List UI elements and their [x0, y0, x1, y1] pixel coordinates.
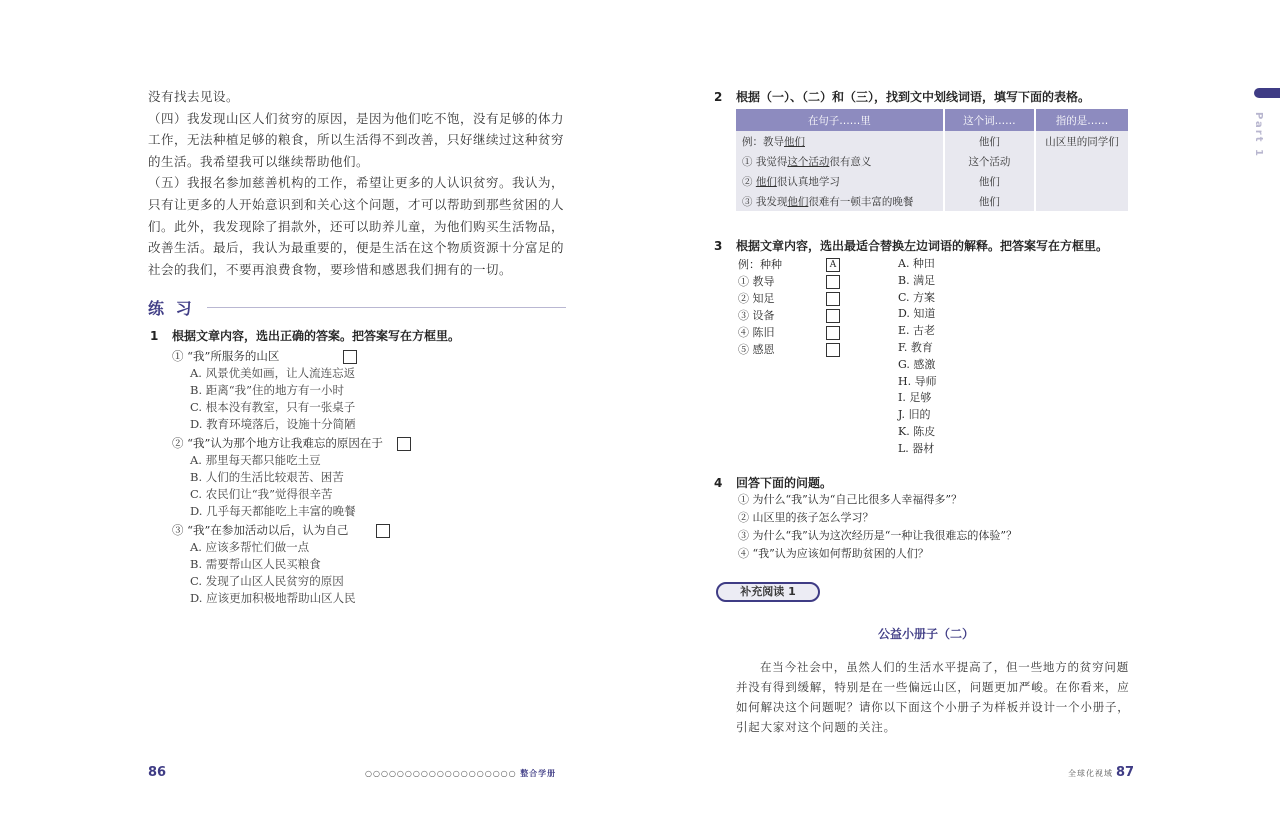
term-label: 例：种种: [738, 258, 782, 271]
question-4-prompt: 回答下面的问题。: [736, 476, 833, 490]
sentence-prefix: 例：教导: [742, 135, 784, 148]
word-cell: 他们: [944, 131, 1035, 151]
mc-option: D. 教育环境落后，设施十分简陋: [190, 417, 356, 431]
sentence-cell: [736, 191, 944, 211]
question-2-title: [714, 88, 1090, 105]
term-label: ③ 设备: [738, 309, 775, 322]
footer-label: 全球化视域: [1068, 769, 1113, 778]
answer-box[interactable]: [826, 343, 840, 357]
question-2-number: 2: [714, 90, 723, 104]
answer-box[interactable]: [826, 292, 840, 306]
question-4-number: 4: [714, 476, 723, 490]
list-item: ① 为什么“我”认为“自己比很多人幸福得多”？: [738, 493, 962, 506]
question-2-prompt: 根据（一）、（二）和（三），找到文中划线词语，填写下面的表格。: [736, 90, 1091, 104]
table-row: [736, 131, 1129, 151]
question-3-title: [714, 237, 1108, 254]
question-3-prompt: 根据文章内容，选出最适合替换左边词语的解释。把答案写在方框里。: [736, 239, 1109, 253]
answer-box[interactable]: [826, 309, 840, 323]
footer-dots: [365, 768, 556, 779]
page-number-right: 87: [1116, 765, 1135, 780]
heading-rule: [207, 307, 566, 308]
list-item: [738, 324, 840, 341]
mc-question-3: [172, 522, 572, 607]
option-item: A. 种田: [898, 257, 935, 270]
reading-text: [148, 86, 566, 280]
part-side-label: Part 1: [1253, 112, 1264, 158]
sentence-cell: [736, 131, 944, 151]
answer-box[interactable]: [376, 524, 390, 538]
option-item: G. 感激: [898, 357, 936, 371]
answer-box[interactable]: [343, 350, 357, 364]
list-item: [738, 341, 840, 358]
sentence-cell: [736, 171, 944, 191]
option-item: L. 器材: [898, 441, 935, 455]
word-cell: 这个活动: [944, 151, 1035, 171]
question-4-title: [714, 474, 832, 491]
mc-question-1: [172, 348, 572, 433]
sentence-prefix: ① 我觉得: [742, 155, 788, 168]
mc-option: C. 发现了山区人民贫穷的原因: [190, 574, 344, 588]
table-row: [736, 151, 1129, 171]
option-item: K. 陈皮: [898, 424, 936, 438]
table-header: 在句子……里: [736, 109, 944, 131]
paragraph-four: （四）我发现山区人们贫穷的原因，是因为他们吃不饱，没有足够的体力工作，无法种植足够的粮食，所以生活得不到改善，只好继续过这种贫穷的生活。我希望我可以继续帮助他们。: [148, 110, 565, 169]
match-options: [898, 256, 937, 458]
answer-box[interactable]: [826, 326, 840, 340]
vocab-table: [736, 109, 1130, 211]
match-terms: [738, 256, 840, 358]
list-item: ② 山区里的孩子怎么学习？: [738, 511, 874, 524]
part-tab-marker: [1254, 88, 1280, 98]
question-4-list: [738, 491, 1017, 563]
mc-stem: ③ “我”在参加活动以后，认为自己: [172, 523, 349, 537]
option-item: I. 足够: [898, 391, 932, 405]
reading-title: 公益小册子（二）: [877, 627, 974, 641]
section-title: 练 习: [148, 298, 195, 318]
mc-option: D. 应该更加积极地帮助山区人民: [190, 591, 356, 605]
answer-box[interactable]: A: [826, 258, 840, 272]
mc-option: B. 距离“我”住的地方有一小时: [190, 383, 345, 397]
list-item: ③ 为什么“我”认为这次经历是“一种让我很难忘的体验”？: [738, 529, 1017, 542]
sentence-prefix: ③ 我发现: [742, 195, 788, 208]
exercise-heading: [148, 296, 566, 318]
mc-stem: ② “我”认为那个地方让我难忘的原因在于: [172, 436, 383, 450]
sentence-prefix: ②: [742, 175, 756, 188]
option-item: E. 古老: [898, 324, 936, 338]
sentence-suffix: 很认真地学习: [776, 175, 840, 188]
underlined-word: 他们: [755, 175, 777, 188]
answer-box[interactable]: [397, 437, 411, 451]
supplementary-reading-badge: 补充阅读 1: [716, 582, 820, 602]
reading-paragraph-text: 在当今社会中，虽然人们的生活水平提高了，但一些地方的贫穷问题并没有得到缓解，特别是在一些偏远山区，问题更加严峻。在你看来，应如何解决这个问题呢？请你以下面这个小册子为样板并设计一个小册子，引起大家对这个问题的关注。: [736, 660, 1130, 734]
list-item: [738, 273, 840, 290]
option-item: C. 方案: [898, 290, 936, 304]
table-header: 这个词……: [944, 109, 1035, 131]
question-1-number: 1: [150, 329, 159, 343]
mc-option: A. 那里每天都只能吃土豆: [190, 453, 321, 467]
list-item: [738, 256, 840, 273]
table-header-row: [736, 109, 1129, 131]
question-1-title: [150, 327, 460, 344]
refers-cell: 山区里的同学们: [1035, 131, 1129, 151]
page-number-left: 86: [148, 765, 167, 780]
mc-option: D. 几乎每天都能吃上丰富的晚餐: [190, 504, 356, 518]
option-item: H. 导师: [898, 374, 937, 388]
option-item: D. 知道: [898, 307, 936, 321]
mc-option: B. 需要帮山区人民买粮食: [190, 557, 321, 571]
paragraph-continued: 没有找去见设。: [148, 89, 240, 104]
word-cell: 他们: [944, 171, 1035, 191]
paragraph-five: （五）我报名参加慈善机构的工作，希望让更多的人认识贫穷。我认为，只有让更多的人开始意识到和关心这个问题，才可以帮助到那些贫困的人们。此外，我发现除了捐款外，还可以助养儿童，为他们购买生活物品，改善生活。最后，我认为最重要的，便是生活在这个物质资源十分富足的社会的我们，不要再浪费食物，要珍惜和感恩我们拥有的一切。: [148, 175, 565, 277]
mc-question-2: [172, 435, 572, 520]
mc-option: B. 人们的生活比较艰苦、困苦: [190, 470, 344, 484]
word-cell: 他们: [944, 191, 1035, 211]
question-3-number: 3: [714, 239, 723, 253]
option-item: F. 教育: [898, 340, 933, 354]
underlined-word: 这个活动: [787, 155, 830, 168]
term-label: ② 知足: [738, 292, 775, 305]
list-item: ④ “我”认为应该如何帮助贫困的人们？: [738, 547, 929, 560]
mc-option: C. 根本没有教室，只有一张桌子: [190, 400, 356, 414]
list-item: [738, 307, 840, 324]
mc-option: A. 应该多帮忙们做一点: [190, 540, 310, 554]
sentence-suffix: 很有意义: [829, 155, 872, 168]
sentence-cell: [736, 151, 944, 171]
answer-box[interactable]: [826, 275, 840, 289]
mc-option: A. 风景优美如画，让人流连忘返: [190, 366, 356, 380]
refers-answer-cell[interactable]: [1035, 151, 1129, 211]
underlined-word: 他们: [784, 135, 805, 148]
footer-dot-row: ○○○○○○○○○○○○○○○○○○○: [365, 769, 517, 778]
mc-stem: ① “我”所服务的山区: [172, 349, 280, 363]
sentence-suffix: 很难有一顿丰富的晚餐: [808, 195, 914, 208]
question-1-prompt: 根据文章内容，选出正确的答案。把答案写在方框里。: [172, 329, 461, 343]
mc-option: C. 农民们让“我”觉得很辛苦: [190, 487, 333, 501]
term-label: ④ 陈旧: [738, 326, 775, 339]
term-label: ① 教导: [738, 275, 775, 288]
table-header: 指的是……: [1035, 109, 1129, 131]
term-label: ⑤ 感恩: [738, 343, 775, 356]
list-item: [738, 290, 840, 307]
reading-paragraph: [736, 657, 1134, 737]
underlined-word: 他们: [787, 195, 809, 208]
option-item: B. 满足: [898, 273, 936, 287]
footer-book-label: 整合学册: [520, 769, 557, 778]
option-item: J. 旧的: [898, 408, 931, 422]
